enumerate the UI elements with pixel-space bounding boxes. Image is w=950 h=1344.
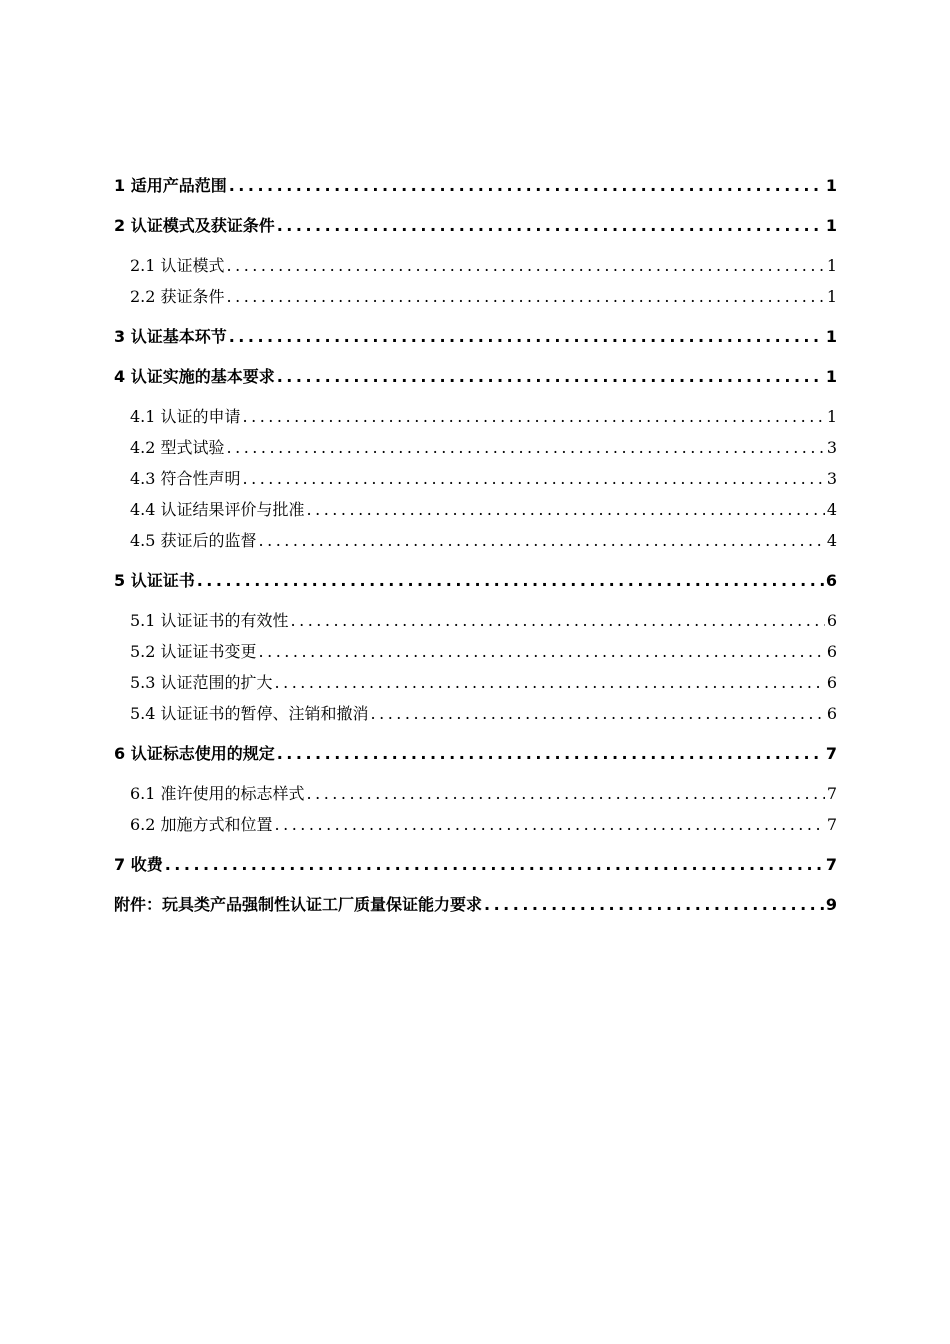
dot-leader	[227, 251, 825, 281]
dot-leader	[229, 171, 824, 201]
dot-leader	[165, 850, 824, 880]
toc-entry-2-1[interactable]	[114, 251, 837, 282]
dot-leader	[227, 433, 825, 463]
toc-entry-label: 2.2 获证条件	[130, 282, 227, 312]
dot-leader	[259, 526, 825, 556]
toc-entry-4-2[interactable]	[114, 433, 837, 464]
toc-entry-page: 4	[825, 526, 837, 556]
dot-leader	[277, 362, 824, 392]
toc-entry-4-1[interactable]	[114, 402, 837, 433]
toc-entry-2-2[interactable]	[114, 282, 837, 313]
dot-leader	[484, 890, 824, 920]
toc-entry-label: 5.1 认证证书的有效性	[130, 606, 291, 636]
toc-entry-page: 7	[824, 850, 837, 880]
dot-leader	[259, 637, 825, 667]
dot-leader	[371, 699, 825, 729]
dot-leader	[243, 402, 825, 432]
toc-entry-label: 5 认证证书	[114, 566, 197, 596]
toc-entry-page: 1	[825, 282, 837, 312]
toc-entry-label: 4.3 符合性声明	[130, 464, 243, 494]
toc-entry-4-4[interactable]	[114, 495, 837, 526]
toc-entry-label: 6.1 准许使用的标志样式	[130, 779, 307, 809]
table-of-contents	[114, 171, 837, 930]
toc-entry-5-3[interactable]	[114, 668, 837, 699]
toc-entry-label: 6.2 加施方式和位置	[130, 810, 275, 840]
dot-leader	[277, 739, 824, 769]
toc-entry-label: 5.2 认证证书变更	[130, 637, 259, 667]
dot-leader	[307, 779, 825, 809]
toc-entry-page: 1	[824, 211, 837, 241]
toc-entry-4-5[interactable]	[114, 526, 837, 557]
toc-entry-6-2[interactable]	[114, 810, 837, 841]
toc-entry-page: 1	[825, 402, 837, 432]
toc-entry-label: 5.3 认证范围的扩大	[130, 668, 275, 698]
toc-entry-page: 1	[825, 251, 837, 281]
toc-entry-label: 7 收费	[114, 850, 165, 880]
toc-entry-page: 7	[825, 810, 837, 840]
toc-entry-4[interactable]	[114, 362, 837, 402]
dot-leader	[307, 495, 825, 525]
toc-entry-page: 6	[825, 637, 837, 667]
toc-entry-label: 5.4 认证证书的暂停、注销和撤消	[130, 699, 371, 729]
toc-entry-5[interactable]	[114, 566, 837, 606]
dot-leader	[275, 668, 825, 698]
toc-entry-5-2[interactable]	[114, 637, 837, 668]
toc-entry-page: 7	[825, 779, 837, 809]
toc-entry-label: 4.2 型式试验	[130, 433, 227, 463]
toc-entry-1[interactable]	[114, 171, 837, 211]
toc-entry-label: 3 认证基本环节	[114, 322, 229, 352]
toc-entry-page: 7	[824, 739, 837, 769]
dot-leader	[277, 211, 824, 241]
toc-entry-6[interactable]	[114, 739, 837, 779]
toc-entry-page: 3	[825, 433, 837, 463]
toc-entry-page: 1	[824, 171, 837, 201]
toc-entry-label: 4.5 获证后的监督	[130, 526, 259, 556]
dot-leader	[243, 464, 825, 494]
toc-entry-5-1[interactable]	[114, 606, 837, 637]
toc-entry-label: 6 认证标志使用的规定	[114, 739, 277, 769]
toc-entry-page: 1	[824, 362, 837, 392]
toc-entry-label: 4.4 认证结果评价与批准	[130, 495, 307, 525]
toc-entry-label: 1 适用产品范围	[114, 171, 229, 201]
toc-entry-page: 6	[825, 699, 837, 729]
dot-leader	[227, 282, 825, 312]
dot-leader	[197, 566, 824, 596]
toc-entry-6-1[interactable]	[114, 779, 837, 810]
toc-entry-page: 3	[825, 464, 837, 494]
dot-leader	[229, 322, 824, 352]
toc-entry-label: 附件：玩具类产品强制性认证工厂质量保证能力要求	[114, 890, 484, 920]
toc-entry-page: 6	[825, 668, 837, 698]
toc-entry-2[interactable]	[114, 211, 837, 251]
toc-entry-label: 2 认证模式及获证条件	[114, 211, 277, 241]
toc-entry-3[interactable]	[114, 322, 837, 362]
toc-entry-page: 6	[825, 606, 837, 636]
toc-entry-appendix[interactable]	[114, 890, 837, 930]
toc-entry-page: 6	[824, 566, 837, 596]
dot-leader	[275, 810, 825, 840]
toc-entry-label: 2.1 认证模式	[130, 251, 227, 281]
toc-entry-label: 4.1 认证的申请	[130, 402, 243, 432]
toc-entry-label: 4 认证实施的基本要求	[114, 362, 277, 392]
toc-entry-7[interactable]	[114, 850, 837, 890]
toc-entry-5-4[interactable]	[114, 699, 837, 730]
toc-entry-page: 9	[824, 890, 837, 920]
toc-entry-page: 4	[825, 495, 837, 525]
toc-entry-4-3[interactable]	[114, 464, 837, 495]
dot-leader	[291, 606, 825, 636]
toc-entry-page: 1	[824, 322, 837, 352]
